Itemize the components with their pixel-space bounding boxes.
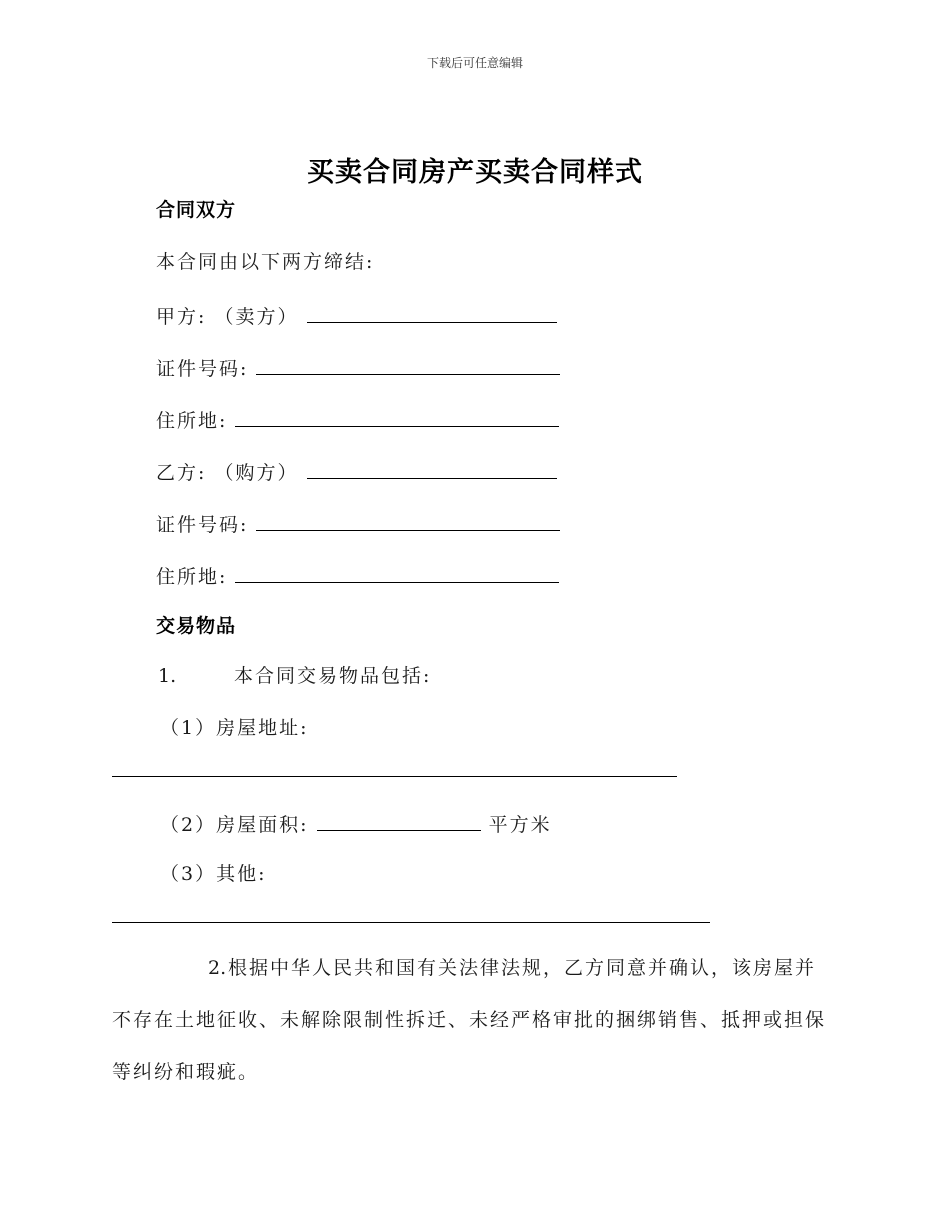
sub-item-area-label: （2）房屋面积: xyxy=(160,814,309,836)
party-b-label: 乙方: （购方） xyxy=(156,462,299,484)
party-a-address-row xyxy=(156,404,559,435)
item-2-text: 根据中华人民共和国有关法律法规，乙方同意并确认，该房屋并不存在土地征收、未解除限制性拆迁、未经严格审批的捆绑销售、抵押或担保等纠纷和瑕疵。 xyxy=(112,957,827,1083)
sub-item-area-row xyxy=(160,808,552,839)
section-heading-items: 交易物品 xyxy=(156,615,237,637)
party-a-address-blank[interactable] xyxy=(235,404,559,427)
party-a-id-blank[interactable] xyxy=(256,352,560,375)
party-b-address-label: 住所地: xyxy=(156,566,228,588)
parties-intro: 本合同由以下两方缔结: xyxy=(156,251,375,273)
party-a-row xyxy=(156,300,557,331)
party-b-id-row xyxy=(156,508,560,539)
party-a-id-label: 证件号码: xyxy=(156,358,249,380)
address-blank-line[interactable] xyxy=(112,776,677,777)
page-header-note: 下载后可任意编辑 xyxy=(426,56,523,70)
party-a-label: 甲方: （卖方） xyxy=(156,306,299,328)
party-a-address-label: 住所地: xyxy=(156,410,228,432)
section-heading-parties: 合同双方 xyxy=(156,199,237,221)
party-b-address-row xyxy=(156,560,559,591)
item-1-text: 本合同交易物品包括: xyxy=(234,665,432,687)
document-title: 买卖合同房产买卖合同样式 xyxy=(307,157,643,188)
party-b-row xyxy=(156,456,557,487)
area-unit: 平方米 xyxy=(488,814,552,836)
item-2-paragraph xyxy=(112,942,832,1098)
area-blank[interactable] xyxy=(317,808,481,831)
party-b-address-blank[interactable] xyxy=(235,560,559,583)
sub-item-address: （1）房屋地址: xyxy=(160,717,309,739)
sub-item-other: （3）其他: xyxy=(160,863,267,885)
item-1-number: 1. xyxy=(158,665,177,687)
item-2-number: 2. xyxy=(208,957,227,979)
party-a-id-row xyxy=(156,352,560,383)
party-b-id-blank[interactable] xyxy=(256,508,560,531)
item-1-row xyxy=(158,662,431,690)
party-a-name-blank[interactable] xyxy=(307,300,557,323)
party-b-name-blank[interactable] xyxy=(307,456,557,479)
other-blank-line[interactable] xyxy=(112,922,710,923)
party-b-id-label: 证件号码: xyxy=(156,514,249,536)
